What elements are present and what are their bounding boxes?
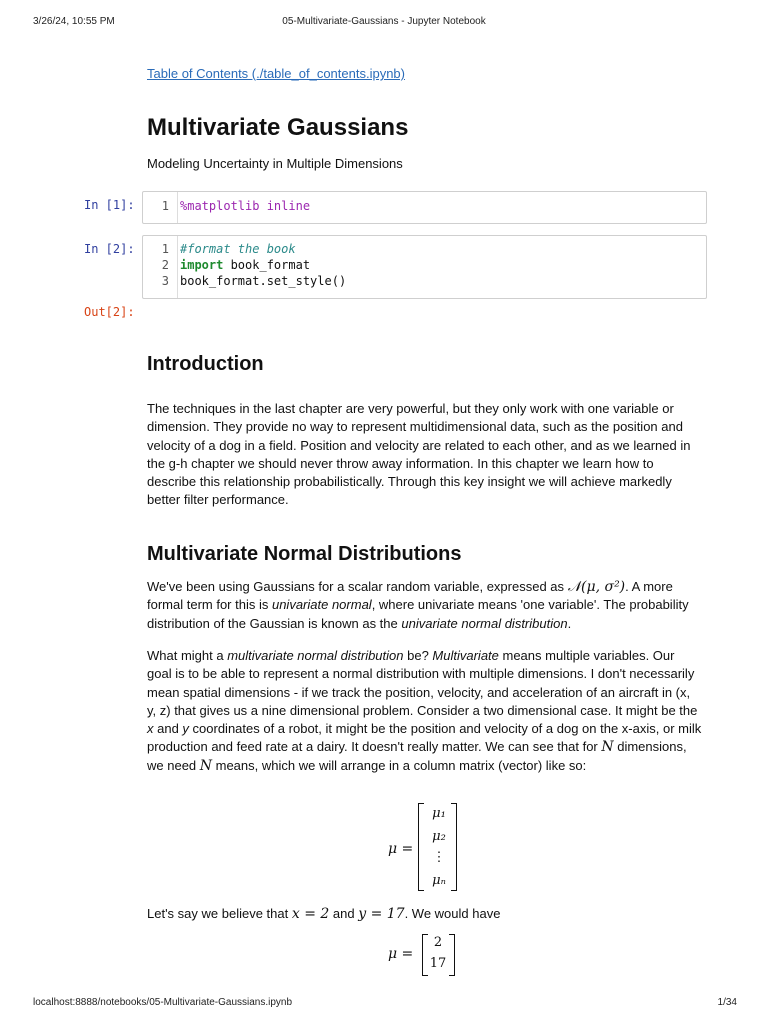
line-number: 1 [161, 199, 169, 213]
table-of-contents-link[interactable]: Table of Contents (./table_of_contents.ipynb) [147, 66, 405, 81]
matrix-entry: 17 [429, 956, 447, 971]
print-page-number: 1/34 [717, 997, 737, 1008]
notebook-title: Multivariate Gaussians [147, 114, 409, 141]
code-line-comment[interactable]: #format the book [180, 242, 296, 256]
mvn-paragraph-2: What might a multivariate normal distribution be? Multivariate means multiple variables. Our goal is to be able to represent a normal distribution with multiple dimensions. I don't necessarily mean spatial dimensions - if we track the position, velocity, and acceleration of an aircraft in (x, y, z) that gives us a nine dimensional problem. Consider a two dimensional case. It might be the x and y coordinates of a robot, it might be the position and velocity of a dog on the x-axis, or milk production and feed rate at a dairy. It doesn't really matter. We can see that for N dimensions, we need N means, which we will arrange in a column matrix (vector) like so: [147, 648, 702, 774]
mvn-paragraph-1: We've been using Gaussians for a scalar random variable, expressed as 𝒩(μ, σ²). A more formal term for this is univariate normal, where univariate means 'one variable'. The probability distribution of the Gaussian is known as the univariate normal distribution. [147, 579, 689, 631]
right-bracket [449, 934, 455, 976]
code-line[interactable]: book_format.set_style() [180, 274, 347, 288]
cell-2-prompt: In [2]: [84, 242, 135, 256]
matrix-entry: μ₁ [432, 806, 446, 821]
print-url: localhost:8888/notebooks/05-Multivariate-Gaussians.ipynb [33, 997, 293, 1008]
code-cell-2[interactable] [142, 235, 707, 299]
notebook-subtitle: Modeling Uncertainty in Multiple Dimensions [147, 156, 403, 171]
matrix-entry: μ₂ [432, 829, 446, 844]
mvn-heading: Multivariate Normal Distributions [147, 543, 462, 565]
mu-vector-lhs: μ = [388, 841, 414, 857]
matrix-entry: μₙ [432, 873, 446, 888]
print-page-title: 05-Multivariate-Gaussians - Jupyter Notebook [282, 16, 486, 27]
line-number: 1 [161, 242, 169, 256]
math-normal-notation: 𝒩(μ, σ²) [567, 579, 626, 595]
matrix-entry: ⋮ [432, 850, 446, 865]
matrix-entry: 2 [433, 935, 443, 950]
mu-example-lhs: μ = [388, 946, 414, 962]
code-cell-1[interactable] [142, 191, 707, 224]
line-number: 3 [161, 274, 169, 288]
cell-1-prompt: In [1]: [84, 198, 135, 212]
mvn-paragraph-3: Let's say we believe that x = 2 and y = 17. We would have [147, 906, 501, 922]
code-line[interactable]: %matplotlib inline [180, 199, 311, 213]
right-bracket [451, 803, 457, 891]
line-number: 2 [161, 258, 169, 272]
code-line-import[interactable]: import book_format [180, 258, 311, 272]
left-bracket [418, 803, 424, 891]
introduction-heading: Introduction [147, 353, 264, 375]
print-timestamp: 3/26/24, 10:55 PM [33, 16, 115, 27]
introduction-paragraph: The techniques in the last chapter are very powerful, but they only work with one variable or dimension. They provide no way to represent multidimensional data, such as the position and velocity of a dog in a field. Position and velocity are related to each other, and as we learned in the g-h chapter we should never throw away information. In this chapter we learn how to describe this relationship probabilistically. Through this key insight we will achieve markedly better filter performance. [147, 401, 691, 508]
cell-2-output-prompt: Out[2]: [84, 305, 135, 319]
